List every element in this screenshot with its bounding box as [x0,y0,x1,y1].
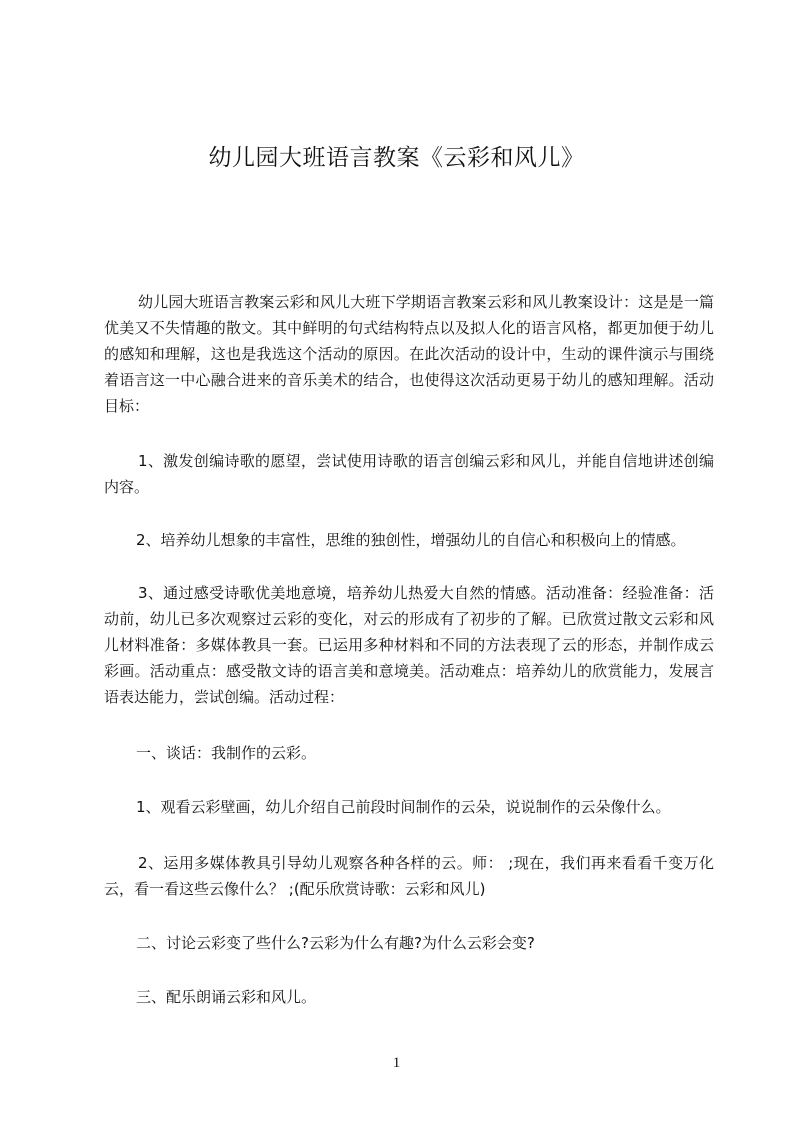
document-title: 幼儿园大班语言教案《云彩和风儿》 [208,145,585,171]
paragraph-step-1-1: 1、观看云彩壁画，幼儿介绍自己前段时间制作的云朵，说说制作的云朵像什么。 [136,798,671,816]
paragraph-step-3: 三、配乐朗诵云彩和风儿。 [136,988,317,1006]
paragraph-step-2: 二、讨论云彩变了些什么?云彩为什么有趣?为什么云彩会变? [136,934,535,952]
page-number: 1 [392,1055,401,1071]
paragraph-intro: 幼儿园大班语言教案云彩和风儿大班下学期语言教案云彩和风儿教案设计：这是是一篇优美又不失情趣的散文。其中鲜明的句式结构特点以及拟人化的语言风格，都更加便于幼儿的感知和理解，这也是我选这个活动的原因。在此次活动的设计中，生动的课件演示与围绕着语言这一中心融合进来的音乐美术的结合，也使得这次活动更易于幼儿的感知理解。活动目标： [104,293,714,415]
paragraph-goal-1: 1、激发创编诗歌的愿望，尝试使用诗歌的语言创编云彩和风儿，并能自信地讲述创编内容。 [104,452,714,496]
paragraph-step-1: 一、谈话：我制作的云彩。 [136,744,317,762]
paragraph-goal-3: 3、通过感受诗歌优美地意境，培养幼儿热爱大自然的情感。活动准备：经验准备：活动前，幼儿已多次观察过云彩的变化，对云的形成有了初步的了解。已欣赏过散文云彩和风儿材料准备：多媒体教具一套。已运用多种材料和不同的方法表现了云的形态，并制作成云彩画。活动重点：感受散文诗的语言美和意境美。活动难点：培养幼儿的欣赏能力，发展言语表达能力，尝试创编。活动过程： [104,584,714,706]
paragraph-step-1-2: 2、运用多媒体教具引导幼儿观察各种各样的云。师： ;现在，我们再来看看千变万化云，看一看这些云像什么？ ;(配乐欣赏诗歌：云彩和风儿) [104,854,714,898]
paragraph-goal-2: 2、培养幼儿想象的丰富性，思维的独创性，增强幼儿的自信心和积极向上的情感。 [136,531,686,549]
